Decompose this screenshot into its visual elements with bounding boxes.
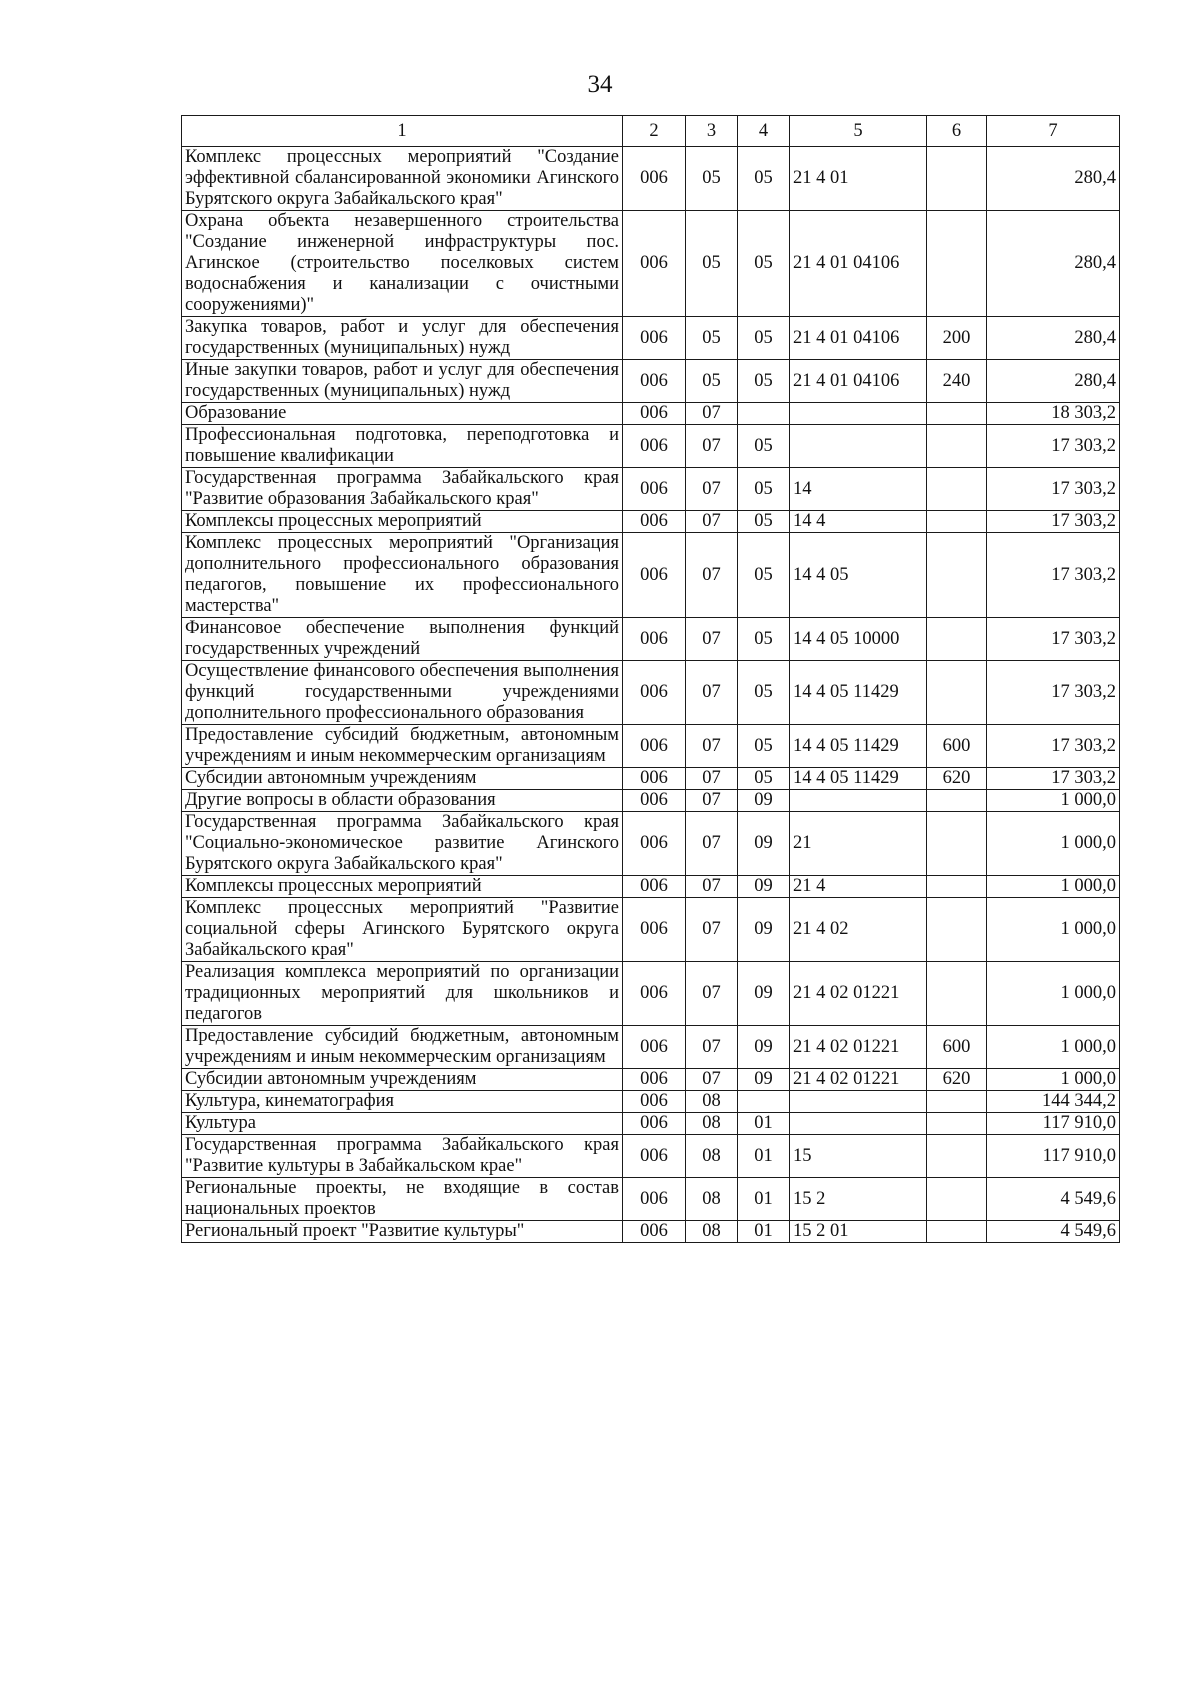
row-target-code-cell: 21 xyxy=(790,812,927,876)
row-section-cell: 07 xyxy=(686,511,738,533)
row-subsection-cell: 09 xyxy=(738,962,790,1026)
table-row xyxy=(182,403,1120,425)
table-row xyxy=(182,1178,1120,1221)
row-amount-cell: 18 303,2 xyxy=(987,403,1120,425)
row-target-code-cell: 14 4 05 11429 xyxy=(790,661,927,725)
table-row xyxy=(182,962,1120,1026)
table-row xyxy=(182,147,1120,211)
row-name-cell: Региональный проект "Развитие культуры" xyxy=(182,1221,623,1243)
row-expense-type-cell xyxy=(927,1091,987,1113)
row-section-cell: 08 xyxy=(686,1221,738,1243)
row-section-cell: 07 xyxy=(686,425,738,468)
row-name-cell: Комплекс процессных мероприятий "Развитие социальной сферы Агинского Бурятского округа Забайкальского края" xyxy=(182,898,623,962)
row-expense-type-cell xyxy=(927,661,987,725)
row-expense-type-cell xyxy=(927,425,987,468)
table-row xyxy=(182,876,1120,898)
row-name-cell: Реализация комплекса мероприятий по организации традиционных мероприятий для школьников и педагогов xyxy=(182,962,623,1026)
row-grbs-cell: 006 xyxy=(623,618,686,661)
row-grbs-cell: 006 xyxy=(623,425,686,468)
row-target-code-cell: 21 4 xyxy=(790,876,927,898)
row-name-cell: Комплекс процессных мероприятий "Организация дополнительного профессионального образования педагогов, повышение их профессионального мастерства" xyxy=(182,533,623,618)
row-subsection-cell: 05 xyxy=(738,360,790,403)
row-name-cell: Государственная программа Забайкальского края "Социально-экономическое развитие Агинского Бурятского округа Забайкальского края" xyxy=(182,812,623,876)
row-section-cell: 07 xyxy=(686,898,738,962)
row-amount-cell: 17 303,2 xyxy=(987,661,1120,725)
header-col-1: 1 xyxy=(182,116,623,147)
table-row xyxy=(182,1221,1120,1243)
row-name-cell: Субсидии автономным учреждениям xyxy=(182,1069,623,1091)
row-amount-cell: 17 303,2 xyxy=(987,768,1120,790)
row-expense-type-cell xyxy=(927,898,987,962)
row-expense-type-cell xyxy=(927,1221,987,1243)
table-row xyxy=(182,317,1120,360)
row-amount-cell: 280,4 xyxy=(987,147,1120,211)
row-expense-type-cell xyxy=(927,1178,987,1221)
row-grbs-cell: 006 xyxy=(623,403,686,425)
row-expense-type-cell xyxy=(927,147,987,211)
row-section-cell: 07 xyxy=(686,618,738,661)
row-grbs-cell: 006 xyxy=(623,1178,686,1221)
row-target-code-cell xyxy=(790,1113,927,1135)
row-section-cell: 07 xyxy=(686,962,738,1026)
table-row xyxy=(182,1113,1120,1135)
table-row xyxy=(182,725,1120,768)
row-grbs-cell: 006 xyxy=(623,768,686,790)
row-subsection-cell: 09 xyxy=(738,790,790,812)
row-grbs-cell: 006 xyxy=(623,661,686,725)
header-col-4: 4 xyxy=(738,116,790,147)
row-expense-type-cell xyxy=(927,533,987,618)
row-amount-cell: 4 549,6 xyxy=(987,1221,1120,1243)
header-col-3: 3 xyxy=(686,116,738,147)
row-amount-cell: 280,4 xyxy=(987,211,1120,317)
table-row xyxy=(182,898,1120,962)
row-grbs-cell: 006 xyxy=(623,812,686,876)
row-section-cell: 07 xyxy=(686,790,738,812)
row-section-cell: 08 xyxy=(686,1091,738,1113)
row-grbs-cell: 006 xyxy=(623,468,686,511)
row-grbs-cell: 006 xyxy=(623,511,686,533)
row-subsection-cell: 05 xyxy=(738,725,790,768)
row-grbs-cell: 006 xyxy=(623,876,686,898)
row-amount-cell: 17 303,2 xyxy=(987,725,1120,768)
row-expense-type-cell xyxy=(927,790,987,812)
row-target-code-cell: 21 4 01 04106 xyxy=(790,317,927,360)
row-section-cell: 07 xyxy=(686,812,738,876)
row-grbs-cell: 006 xyxy=(623,1113,686,1135)
header-row xyxy=(182,116,1120,147)
row-expense-type-cell: 240 xyxy=(927,360,987,403)
row-grbs-cell: 006 xyxy=(623,211,686,317)
row-subsection-cell: 09 xyxy=(738,1026,790,1069)
row-grbs-cell: 006 xyxy=(623,1091,686,1113)
row-target-code-cell xyxy=(790,403,927,425)
row-section-cell: 07 xyxy=(686,1069,738,1091)
row-expense-type-cell xyxy=(927,403,987,425)
row-amount-cell: 1 000,0 xyxy=(987,898,1120,962)
table-row xyxy=(182,211,1120,317)
row-subsection-cell: 01 xyxy=(738,1113,790,1135)
row-amount-cell: 117 910,0 xyxy=(987,1135,1120,1178)
row-grbs-cell: 006 xyxy=(623,962,686,1026)
row-expense-type-cell xyxy=(927,211,987,317)
row-section-cell: 08 xyxy=(686,1135,738,1178)
row-amount-cell: 17 303,2 xyxy=(987,618,1120,661)
row-amount-cell: 117 910,0 xyxy=(987,1113,1120,1135)
table-row xyxy=(182,1135,1120,1178)
table-row xyxy=(182,1069,1120,1091)
row-name-cell: Региональные проекты, не входящие в состав национальных проектов xyxy=(182,1178,623,1221)
row-section-cell: 07 xyxy=(686,876,738,898)
row-subsection-cell: 09 xyxy=(738,876,790,898)
row-section-cell: 07 xyxy=(686,725,738,768)
row-target-code-cell: 14 4 05 11429 xyxy=(790,725,927,768)
table-row xyxy=(182,360,1120,403)
table-row xyxy=(182,425,1120,468)
row-expense-type-cell xyxy=(927,468,987,511)
row-amount-cell: 17 303,2 xyxy=(987,511,1120,533)
row-subsection-cell: 05 xyxy=(738,211,790,317)
row-subsection-cell xyxy=(738,403,790,425)
row-subsection-cell: 09 xyxy=(738,898,790,962)
row-target-code-cell xyxy=(790,425,927,468)
row-section-cell: 05 xyxy=(686,317,738,360)
row-expense-type-cell: 600 xyxy=(927,725,987,768)
row-name-cell: Финансовое обеспечение выполнения функций государственных учреждений xyxy=(182,618,623,661)
header-col-6: 6 xyxy=(927,116,987,147)
row-grbs-cell: 006 xyxy=(623,790,686,812)
row-subsection-cell: 09 xyxy=(738,812,790,876)
row-amount-cell: 4 549,6 xyxy=(987,1178,1120,1221)
row-amount-cell: 1 000,0 xyxy=(987,812,1120,876)
row-amount-cell: 280,4 xyxy=(987,317,1120,360)
row-expense-type-cell: 600 xyxy=(927,1026,987,1069)
row-section-cell: 07 xyxy=(686,403,738,425)
row-name-cell: Культура, кинематография xyxy=(182,1091,623,1113)
row-subsection-cell: 05 xyxy=(738,425,790,468)
row-name-cell: Осуществление финансового обеспечения выполнения функций государственными учреждениями дополнительного профессионального образования xyxy=(182,661,623,725)
row-expense-type-cell xyxy=(927,1135,987,1178)
row-section-cell: 05 xyxy=(686,360,738,403)
row-subsection-cell: 05 xyxy=(738,661,790,725)
row-subsection-cell: 01 xyxy=(738,1178,790,1221)
row-amount-cell: 280,4 xyxy=(987,360,1120,403)
row-subsection-cell: 05 xyxy=(738,768,790,790)
row-subsection-cell: 05 xyxy=(738,468,790,511)
row-grbs-cell: 006 xyxy=(623,533,686,618)
row-name-cell: Закупка товаров, работ и услуг для обеспечения государственных (муниципальных) нужд xyxy=(182,317,623,360)
row-target-code-cell: 14 4 05 10000 xyxy=(790,618,927,661)
row-name-cell: Охрана объекта незавершенного строительства "Создание инженерной инфраструктуры пос. Агинское (строительство поселковых систем водоснабжения и канализации с очистными сооружениями)" xyxy=(182,211,623,317)
row-expense-type-cell: 200 xyxy=(927,317,987,360)
row-name-cell: Образование xyxy=(182,403,623,425)
row-name-cell: Субсидии автономным учреждениям xyxy=(182,768,623,790)
row-subsection-cell: 05 xyxy=(738,147,790,211)
row-amount-cell: 144 344,2 xyxy=(987,1091,1120,1113)
row-amount-cell: 17 303,2 xyxy=(987,533,1120,618)
row-grbs-cell: 006 xyxy=(623,725,686,768)
row-grbs-cell: 006 xyxy=(623,1135,686,1178)
row-subsection-cell: 05 xyxy=(738,533,790,618)
row-name-cell: Культура xyxy=(182,1113,623,1135)
page-number: 34 xyxy=(587,71,613,98)
row-grbs-cell: 006 xyxy=(623,1069,686,1091)
row-target-code-cell: 14 4 05 11429 xyxy=(790,768,927,790)
row-section-cell: 07 xyxy=(686,661,738,725)
row-grbs-cell: 006 xyxy=(623,147,686,211)
row-grbs-cell: 006 xyxy=(623,898,686,962)
table-row xyxy=(182,812,1120,876)
row-target-code-cell: 21 4 01 04106 xyxy=(790,211,927,317)
row-amount-cell: 17 303,2 xyxy=(987,425,1120,468)
row-name-cell: Комплексы процессных мероприятий xyxy=(182,876,623,898)
row-target-code-cell xyxy=(790,1091,927,1113)
header-col-7: 7 xyxy=(987,116,1120,147)
row-amount-cell: 1 000,0 xyxy=(987,876,1120,898)
row-target-code-cell: 21 4 02 01221 xyxy=(790,1026,927,1069)
row-amount-cell: 1 000,0 xyxy=(987,1069,1120,1091)
row-target-code-cell: 21 4 02 xyxy=(790,898,927,962)
row-target-code-cell: 21 4 01 04106 xyxy=(790,360,927,403)
table-body xyxy=(182,147,1120,1243)
row-amount-cell: 1 000,0 xyxy=(987,962,1120,1026)
table-row xyxy=(182,661,1120,725)
row-expense-type-cell: 620 xyxy=(927,1069,987,1091)
row-name-cell: Предоставление субсидий бюджетным, автономным учреждениям и иным некоммерческим организациям xyxy=(182,1026,623,1069)
row-target-code-cell: 15 2 xyxy=(790,1178,927,1221)
row-target-code-cell: 14 xyxy=(790,468,927,511)
row-expense-type-cell xyxy=(927,962,987,1026)
row-target-code-cell: 15 2 01 xyxy=(790,1221,927,1243)
table-row xyxy=(182,1091,1120,1113)
row-name-cell: Комплексы процессных мероприятий xyxy=(182,511,623,533)
row-grbs-cell: 006 xyxy=(623,360,686,403)
table-row xyxy=(182,618,1120,661)
row-subsection-cell: 01 xyxy=(738,1221,790,1243)
table-row xyxy=(182,533,1120,618)
row-expense-type-cell: 620 xyxy=(927,768,987,790)
row-section-cell: 07 xyxy=(686,468,738,511)
row-name-cell: Государственная программа Забайкальского края "Развитие образования Забайкальского края" xyxy=(182,468,623,511)
header-col-5: 5 xyxy=(790,116,927,147)
row-grbs-cell: 006 xyxy=(623,317,686,360)
row-target-code-cell xyxy=(790,790,927,812)
row-name-cell: Другие вопросы в области образования xyxy=(182,790,623,812)
row-target-code-cell: 21 4 02 01221 xyxy=(790,962,927,1026)
row-grbs-cell: 006 xyxy=(623,1026,686,1069)
row-subsection-cell: 05 xyxy=(738,317,790,360)
row-target-code-cell: 21 4 02 01221 xyxy=(790,1069,927,1091)
row-section-cell: 08 xyxy=(686,1113,738,1135)
table-row xyxy=(182,511,1120,533)
table-row xyxy=(182,1026,1120,1069)
row-target-code-cell: 21 4 01 xyxy=(790,147,927,211)
row-target-code-cell: 14 4 05 xyxy=(790,533,927,618)
row-section-cell: 07 xyxy=(686,1026,738,1069)
row-section-cell: 07 xyxy=(686,533,738,618)
row-name-cell: Предоставление субсидий бюджетным, автономным учреждениям и иным некоммерческим организациям xyxy=(182,725,623,768)
table-row xyxy=(182,468,1120,511)
table-row xyxy=(182,768,1120,790)
row-expense-type-cell xyxy=(927,511,987,533)
row-amount-cell: 1 000,0 xyxy=(987,1026,1120,1069)
row-section-cell: 05 xyxy=(686,211,738,317)
budget-table xyxy=(181,115,1120,1243)
row-subsection-cell xyxy=(738,1091,790,1113)
table-row xyxy=(182,790,1120,812)
row-name-cell: Иные закупки товаров, работ и услуг для обеспечения государственных (муниципальных) нужд xyxy=(182,360,623,403)
row-target-code-cell: 15 xyxy=(790,1135,927,1178)
row-expense-type-cell xyxy=(927,1113,987,1135)
row-section-cell: 08 xyxy=(686,1178,738,1221)
row-target-code-cell: 14 4 xyxy=(790,511,927,533)
header-col-2: 2 xyxy=(623,116,686,147)
row-section-cell: 07 xyxy=(686,768,738,790)
row-section-cell: 05 xyxy=(686,147,738,211)
row-name-cell: Профессиональная подготовка, переподготовка и повышение квалификации xyxy=(182,425,623,468)
row-subsection-cell: 01 xyxy=(738,1135,790,1178)
row-name-cell: Комплекс процессных мероприятий "Создание эффективной сбалансированной экономики Агинского Бурятского округа Забайкальского края" xyxy=(182,147,623,211)
row-name-cell: Государственная программа Забайкальского края "Развитие культуры в Забайкальском крае" xyxy=(182,1135,623,1178)
row-expense-type-cell xyxy=(927,618,987,661)
row-subsection-cell: 05 xyxy=(738,618,790,661)
row-subsection-cell: 05 xyxy=(738,511,790,533)
row-expense-type-cell xyxy=(927,812,987,876)
row-amount-cell: 17 303,2 xyxy=(987,468,1120,511)
row-subsection-cell: 09 xyxy=(738,1069,790,1091)
row-expense-type-cell xyxy=(927,876,987,898)
row-amount-cell: 1 000,0 xyxy=(987,790,1120,812)
row-grbs-cell: 006 xyxy=(623,1221,686,1243)
